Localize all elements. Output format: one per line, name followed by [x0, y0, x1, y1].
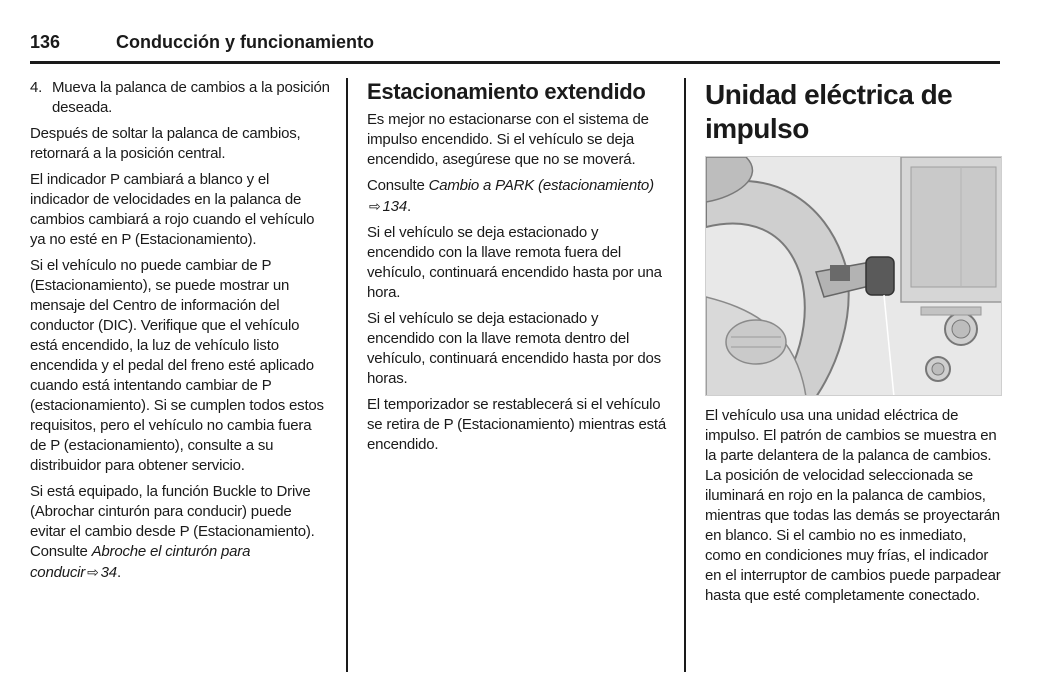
- paragraph-text: Consulte: [367, 177, 425, 194]
- paragraph: El indicador P cambiará a blanco y el indicador de velocidades en la palanca de cambios cambiará a rojo cuando el vehículo ya no esté en P (Estacionamiento).: [30, 171, 315, 248]
- reference-page-number[interactable]: 34: [100, 564, 117, 581]
- column-divider-left: [346, 78, 348, 672]
- paragraph: [30, 482, 330, 583]
- page-number: 136: [30, 32, 61, 52]
- column-right: [705, 78, 1005, 612]
- paragraph: Si el vehículo se deja estacionado y encendido con la llave remota fuera del vehículo, continuará encendido hasta por una hora.: [367, 224, 662, 301]
- punctuation: .: [406, 198, 411, 215]
- paragraph: El temporizador se restablecerá si el vehículo se retira de P (Estacionamiento) mientras está encendido.: [367, 396, 666, 453]
- paragraph: El vehículo usa una unidad eléctrica de impulso. El patrón de cambios se muestra en la parte delantera de la palanca de cambios. La posición de velocidad seleccionada se iluminará en rojo en la palanca de cambios, mientras que todas las demás se proyectarán en blanco. Si el cambio no es inmediato, como en condiciones muy frías, el indicador en el interruptor de cambios puede parpadear hasta que esté completamente conectado.: [705, 407, 1001, 604]
- list-item-text: Mueva la palanca de cambios a la posición deseada.: [52, 79, 330, 116]
- paragraph: Es mejor no estacionarse con el sistema de impulso encendido. Si el vehículo se deja encendido, asegúrese que no se moverá.: [367, 111, 649, 168]
- column-left: [30, 78, 330, 589]
- section-heading: Estacionamiento extendido: [367, 79, 646, 104]
- page-header: [30, 30, 1000, 64]
- paragraph: Después de soltar la palanca de cambios, retornará a la posición central.: [30, 125, 301, 162]
- shifter-illustration-svg: [706, 157, 1002, 396]
- list-item: [30, 78, 330, 118]
- reference-page-number[interactable]: 134: [382, 198, 407, 215]
- paragraph-text: Si está equipado, la función Buckle to Drive (Abrochar cinturón para conducir) puede evitar el cambio desde P (Estacionamiento). Consulte: [30, 483, 315, 560]
- paragraph: [367, 176, 667, 217]
- reference-arrow-icon: ⇨: [87, 564, 99, 580]
- section-heading: Unidad eléctrica de impulso: [705, 79, 953, 144]
- cross-reference-link[interactable]: Abroche el cinturón para conducir: [30, 543, 251, 581]
- punctuation: .: [116, 564, 121, 581]
- column-divider-right: [684, 78, 686, 672]
- reference-arrow-icon: ⇨: [369, 198, 381, 214]
- list-item-number: 4.: [30, 79, 43, 96]
- paragraph: Si el vehículo no puede cambiar de P (Estacionamiento), se puede mostrar un mensaje del Centro de información del conductor (DIC). Verifique que el vehículo está encendido, la luz de vehículo listo encendida y el pedal del freno esté aplicado cuando está intentando cambiar de P (estacionamiento). Si se cumplen todos estos requisitos, pero el vehículo no cambia fuera de P (estacionamiento), consulte a su distribuidor para obtener servicio.: [30, 257, 324, 474]
- shifter-illustration: [705, 156, 1002, 396]
- column-middle: [367, 78, 667, 461]
- cross-reference-link[interactable]: Cambio a PARK (estacionamiento): [428, 177, 654, 194]
- paragraph: Si el vehículo se deja estacionado y encendido con la llave remota dentro del vehículo, continuará encendido hasta por dos horas.: [367, 310, 661, 387]
- section-title: Conducción y funcionamiento: [116, 32, 375, 52]
